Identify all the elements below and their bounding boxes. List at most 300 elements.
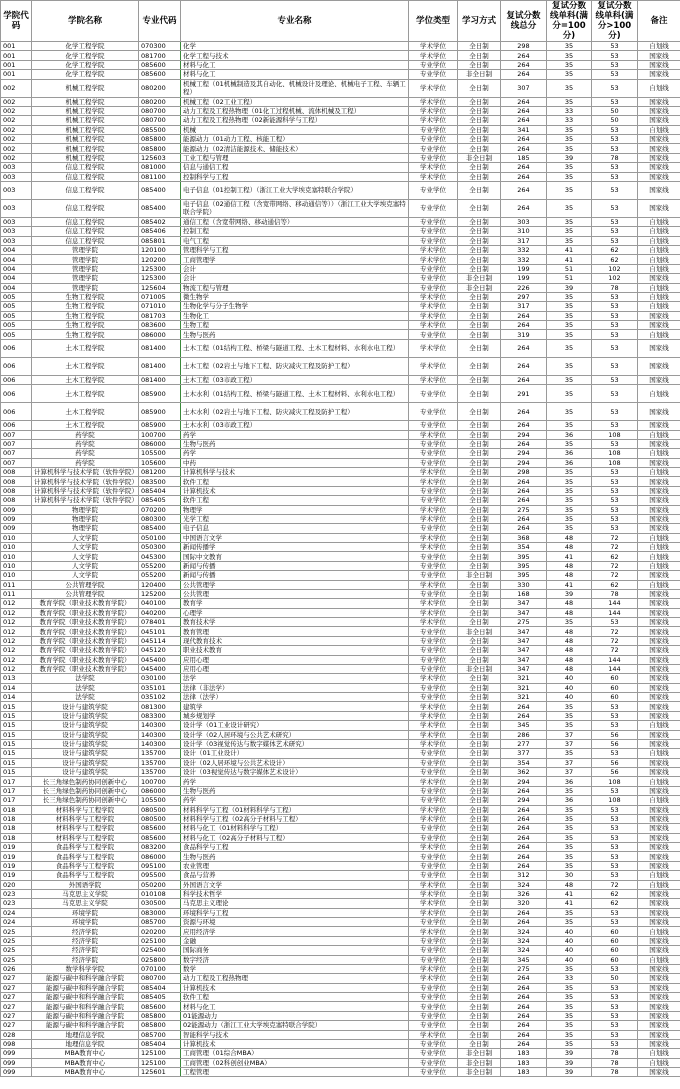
table-row (1, 42, 680, 51)
total-score-cell: 264 (501, 1039, 547, 1048)
major-code-cell: 080500 (139, 814, 181, 823)
major-code-cell: 055200 (139, 561, 181, 570)
college-name-cell: 地理信息学院 (32, 1039, 139, 1048)
degree-type-cell: 学术学位 (409, 106, 458, 115)
note-cell: 自划线 (638, 533, 680, 542)
college-code-cell: 027 (1, 1002, 32, 1011)
major-code-cell: 025100 (139, 936, 181, 945)
total-score-cell: 303 (501, 217, 547, 226)
study-mode-cell: 全日制 (458, 1021, 501, 1030)
college-name-cell: 食品科学与工程学院 (32, 861, 139, 870)
degree-type-cell: 专业学位 (409, 796, 458, 805)
college-code-cell: 019 (1, 861, 32, 870)
single-100-cell: 35 (547, 786, 592, 795)
single-100-cell: 35 (547, 477, 592, 486)
single-100-cell: 35 (547, 833, 592, 842)
major-name-cell: 02能源动力（浙江工业大学埃克塞特联合学院） (181, 1021, 409, 1030)
major-code-cell: 105500 (139, 796, 181, 805)
single-over100-cell: 78 (592, 1068, 638, 1077)
note-cell: 国家线 (638, 181, 680, 199)
total-score-cell: 264 (501, 116, 547, 125)
single-100-cell: 35 (547, 702, 592, 711)
single-100-cell: 51 (547, 264, 592, 273)
study-mode-cell: 全日制 (458, 955, 501, 964)
total-score-cell: 321 (501, 693, 547, 702)
note-cell: 国家线 (638, 403, 680, 421)
degree-type-cell: 专业学位 (409, 439, 458, 448)
single-over100-cell: 62 (592, 899, 638, 908)
major-name-cell: 外国语言文学 (181, 880, 409, 889)
college-name-cell: 生物工程学院 (32, 302, 139, 311)
single-100-cell: 39 (547, 1068, 592, 1077)
major-name-cell: 计算机技术 (181, 1039, 409, 1048)
college-code-cell: 027 (1, 1021, 32, 1030)
total-score-cell: 185 (501, 153, 547, 162)
single-over100-cell: 53 (592, 403, 638, 421)
college-code-cell: 002 (1, 144, 32, 153)
total-score-cell: 183 (501, 1049, 547, 1058)
college-name-cell: 食品科学与工程学院 (32, 843, 139, 852)
college-name-cell: 能源与碳中和科学融合学院 (32, 1002, 139, 1011)
college-name-cell: 马克思主义学院 (32, 899, 139, 908)
total-score-cell: 264 (501, 486, 547, 495)
total-score-cell: 317 (501, 236, 547, 245)
major-code-cell: 085600 (139, 70, 181, 79)
college-code-cell: 007 (1, 458, 32, 467)
total-score-cell: 275 (501, 505, 547, 514)
note-cell: 国家线 (638, 321, 680, 330)
college-code-cell: 028 (1, 1030, 32, 1039)
major-code-cell: 035102 (139, 693, 181, 702)
study-mode-cell: 全日制 (458, 730, 501, 739)
note-cell: 自划线 (638, 42, 680, 51)
major-name-cell: 新闻传播学 (181, 543, 409, 552)
single-100-cell: 35 (547, 843, 592, 852)
college-code-cell: 004 (1, 264, 32, 273)
study-mode-cell: 全日制 (458, 311, 501, 320)
degree-type-cell: 专业学位 (409, 693, 458, 702)
note-cell: 自划线 (638, 246, 680, 255)
college-name-cell: 马克思主义学院 (32, 889, 139, 898)
study-mode-cell: 全日制 (458, 302, 501, 311)
college-name-cell: MBA教育中心 (32, 1049, 139, 1058)
table-row (1, 861, 680, 870)
note-cell: 国家线 (638, 1039, 680, 1048)
college-name-cell: 生物工程学院 (32, 292, 139, 301)
total-score-cell: 183 (501, 1058, 547, 1067)
college-name-cell: 机械工程学院 (32, 135, 139, 144)
table-row (1, 571, 680, 580)
major-name-cell: 数字经济 (181, 955, 409, 964)
college-code-cell: 002 (1, 79, 32, 97)
single-100-cell: 48 (547, 561, 592, 570)
college-code-cell: 098 (1, 1039, 32, 1048)
table-row (1, 955, 680, 964)
total-score-cell: 326 (501, 889, 547, 898)
study-mode-cell: 全日制 (458, 1011, 501, 1020)
degree-type-cell: 学术学位 (409, 97, 458, 106)
study-mode-cell: 全日制 (458, 449, 501, 458)
study-mode-cell: 全日制 (458, 768, 501, 777)
degree-type-cell: 学术学位 (409, 618, 458, 627)
degree-type-cell: 学术学位 (409, 711, 458, 720)
note-cell: 国家线 (638, 711, 680, 720)
major-name-cell: 软件工程 (181, 993, 409, 1002)
single-over100-cell: 62 (592, 580, 638, 589)
total-score-cell: 275 (501, 618, 547, 627)
single-100-cell: 48 (547, 636, 592, 645)
single-100-cell: 35 (547, 861, 592, 870)
single-100-cell: 35 (547, 199, 592, 217)
study-mode-cell: 全日制 (458, 618, 501, 627)
note-cell: 自划线 (638, 468, 680, 477)
single-over100-cell: 62 (592, 255, 638, 264)
single-over100-cell: 78 (592, 283, 638, 292)
table-row (1, 106, 680, 115)
college-code-cell: 012 (1, 599, 32, 608)
total-score-cell: 294 (501, 777, 547, 786)
college-name-cell: 计算机科学与技术学院（软件学院） (32, 486, 139, 495)
major-code-cell: 083300 (139, 711, 181, 720)
single-over100-cell: 53 (592, 70, 638, 79)
major-code-cell: 081400 (139, 339, 181, 357)
single-over100-cell: 53 (592, 1030, 638, 1039)
degree-type-cell: 专业学位 (409, 236, 458, 245)
major-name-cell: 法律（非法学） (181, 683, 409, 692)
study-mode-cell: 全日制 (458, 330, 501, 339)
table-row (1, 505, 680, 514)
table-row (1, 375, 680, 384)
college-name-cell: 材料科学与工程学院 (32, 805, 139, 814)
degree-type-cell: 专业学位 (409, 833, 458, 842)
single-over100-cell: 53 (592, 964, 638, 973)
study-mode-cell: 全日制 (458, 246, 501, 255)
major-name-cell: 光学工程 (181, 514, 409, 523)
college-name-cell: 土木工程学院 (32, 403, 139, 421)
study-mode-cell: 全日制 (458, 843, 501, 852)
study-mode-cell: 全日制 (458, 824, 501, 833)
college-code-cell: 009 (1, 514, 32, 523)
single-over100-cell: 53 (592, 486, 638, 495)
study-mode-cell: 非全日制 (458, 1049, 501, 1058)
single-over100-cell: 53 (592, 330, 638, 339)
college-name-cell: 信息工程学院 (32, 172, 139, 181)
note-cell: 国家线 (638, 646, 680, 655)
major-name-cell: 物流工程与管理 (181, 283, 409, 292)
single-100-cell: 48 (547, 655, 592, 664)
degree-type-cell: 专业学位 (409, 274, 458, 283)
college-name-cell: 能源与碳中和科学融合学院 (32, 1011, 139, 1020)
table-row (1, 852, 680, 861)
major-name-cell: 教育管理 (181, 627, 409, 636)
table-row (1, 1058, 680, 1067)
study-mode-cell: 全日制 (458, 172, 501, 181)
total-score-cell: 347 (501, 655, 547, 664)
college-name-cell: 教育学院（职业技术教育学院） (32, 618, 139, 627)
degree-type-cell: 专业学位 (409, 458, 458, 467)
single-over100-cell: 78 (592, 153, 638, 162)
study-mode-cell: 全日制 (458, 514, 501, 523)
major-code-cell: 085600 (139, 60, 181, 69)
table-row (1, 768, 680, 777)
college-code-cell: 005 (1, 321, 32, 330)
single-over100-cell: 53 (592, 292, 638, 301)
total-score-cell: 264 (501, 1002, 547, 1011)
major-code-cell: 080200 (139, 79, 181, 97)
table-row (1, 421, 680, 430)
college-code-cell: 015 (1, 721, 32, 730)
total-score-cell: 347 (501, 636, 547, 645)
college-name-cell: 机械工程学院 (32, 106, 139, 115)
college-name-cell: 材料科学与工程学院 (32, 814, 139, 823)
college-code-cell: 015 (1, 739, 32, 748)
college-code-cell: 003 (1, 236, 32, 245)
study-mode-cell: 全日制 (458, 646, 501, 655)
college-name-cell: 食品科学与工程学院 (32, 852, 139, 861)
total-score-cell: 324 (501, 936, 547, 945)
college-code-cell: 099 (1, 1068, 32, 1077)
note-cell: 自划线 (638, 227, 680, 236)
degree-type-cell: 专业学位 (409, 571, 458, 580)
college-code-cell: 017 (1, 796, 32, 805)
major-name-cell: 教育学 (181, 599, 409, 608)
major-code-cell: 120200 (139, 255, 181, 264)
college-name-cell: 环境学院 (32, 908, 139, 917)
major-code-cell: 085700 (139, 1030, 181, 1039)
study-mode-cell: 全日制 (458, 264, 501, 273)
degree-type-cell: 学术学位 (409, 805, 458, 814)
single-100-cell: 35 (547, 97, 592, 106)
study-mode-cell: 全日制 (458, 486, 501, 495)
college-code-cell: 003 (1, 217, 32, 226)
college-name-cell: 经济学院 (32, 927, 139, 936)
college-code-cell: 004 (1, 246, 32, 255)
degree-type-cell: 专业学位 (409, 181, 458, 199)
college-code-cell: 002 (1, 116, 32, 125)
major-code-cell: 120400 (139, 580, 181, 589)
major-code-cell: 080500 (139, 805, 181, 814)
note-cell: 自划线 (638, 1049, 680, 1058)
single-100-cell: 33 (547, 974, 592, 983)
degree-type-cell: 学术学位 (409, 533, 458, 542)
college-name-cell: 机械工程学院 (32, 125, 139, 134)
degree-type-cell: 专业学位 (409, 627, 458, 636)
college-name-cell: 公共管理学院 (32, 589, 139, 598)
study-mode-cell: 全日制 (458, 1039, 501, 1048)
college-code-cell: 024 (1, 908, 32, 917)
note-cell: 自划线 (638, 552, 680, 561)
total-score-cell: 347 (501, 664, 547, 673)
major-code-cell: 085405 (139, 993, 181, 1002)
note-cell: 国家线 (638, 339, 680, 357)
college-code-cell: 012 (1, 646, 32, 655)
total-score-cell: 298 (501, 42, 547, 51)
college-code-cell: 023 (1, 899, 32, 908)
total-score-cell: 264 (501, 421, 547, 430)
study-mode-cell: 全日制 (458, 217, 501, 226)
degree-type-cell: 专业学位 (409, 496, 458, 505)
note-cell: 国家线 (638, 814, 680, 823)
degree-type-cell: 专业学位 (409, 936, 458, 945)
major-code-cell: 080700 (139, 106, 181, 115)
total-score-cell: 264 (501, 805, 547, 814)
college-code-cell: 027 (1, 1011, 32, 1020)
total-score-cell: 395 (501, 571, 547, 580)
note-cell: 国家线 (638, 505, 680, 514)
note-cell: 自划线 (638, 217, 680, 226)
study-mode-cell: 全日制 (458, 403, 501, 421)
major-code-cell: 080700 (139, 974, 181, 983)
major-name-cell: 材料与化工 (181, 1002, 409, 1011)
major-code-cell: 085400 (139, 199, 181, 217)
total-score-cell: 264 (501, 993, 547, 1002)
major-code-cell: 085405 (139, 496, 181, 505)
study-mode-cell: 全日制 (458, 79, 501, 97)
college-code-cell: 011 (1, 589, 32, 598)
table-row (1, 655, 680, 664)
single-over100-cell: 53 (592, 421, 638, 430)
degree-type-cell: 学术学位 (409, 311, 458, 320)
major-code-cell: 078401 (139, 618, 181, 627)
note-cell: 国家线 (638, 889, 680, 898)
major-name-cell: 材料与化工 (181, 60, 409, 69)
major-name-cell: 数学 (181, 964, 409, 973)
study-mode-cell: 全日制 (458, 543, 501, 552)
note-cell: 国家线 (638, 983, 680, 992)
note-cell: 国家线 (638, 163, 680, 172)
total-score-cell: 332 (501, 246, 547, 255)
major-name-cell: 计算机技术 (181, 486, 409, 495)
major-code-cell: 085406 (139, 227, 181, 236)
major-name-cell: 金融 (181, 936, 409, 945)
major-name-cell: 设计学（02人居环境与公共艺术研究） (181, 730, 409, 739)
single-over100-cell: 78 (592, 589, 638, 598)
table-row (1, 674, 680, 683)
college-code-cell: 007 (1, 439, 32, 448)
study-mode-cell: 全日制 (458, 993, 501, 1002)
college-name-cell: 人文学院 (32, 571, 139, 580)
college-name-cell: 能源与碳中和科学融合学院 (32, 974, 139, 983)
single-100-cell: 35 (547, 330, 592, 339)
major-name-cell: 中药 (181, 458, 409, 467)
single-100-cell: 35 (547, 993, 592, 1002)
major-name-cell: 控制工程 (181, 227, 409, 236)
single-over100-cell: 53 (592, 163, 638, 172)
study-mode-cell: 全日制 (458, 199, 501, 217)
college-name-cell: 土木工程学院 (32, 421, 139, 430)
major-name-cell: 软件工程 (181, 496, 409, 505)
table-row (1, 477, 680, 486)
major-name-cell: 公共管理学 (181, 580, 409, 589)
major-name-cell: 动力工程及工程热物理（02新能源科学与工程） (181, 116, 409, 125)
single-100-cell: 35 (547, 321, 592, 330)
degree-type-cell: 专业学位 (409, 385, 458, 403)
degree-type-cell: 学术学位 (409, 927, 458, 936)
single-over100-cell: 53 (592, 199, 638, 217)
college-code-cell: 024 (1, 918, 32, 927)
single-100-cell: 35 (547, 79, 592, 97)
table-row (1, 339, 680, 357)
table-row (1, 264, 680, 273)
degree-type-cell: 学术学位 (409, 477, 458, 486)
single-over100-cell: 53 (592, 339, 638, 357)
single-100-cell: 35 (547, 181, 592, 199)
single-over100-cell: 53 (592, 908, 638, 917)
college-code-cell: 003 (1, 227, 32, 236)
total-score-cell: 264 (501, 163, 547, 172)
single-100-cell: 35 (547, 125, 592, 134)
single-over100-cell: 53 (592, 181, 638, 199)
note-cell: 国家线 (638, 421, 680, 430)
single-over100-cell: 60 (592, 946, 638, 955)
college-name-cell: 药学院 (32, 439, 139, 448)
total-score-cell: 264 (501, 524, 547, 533)
college-code-cell: 026 (1, 964, 32, 973)
table-row (1, 805, 680, 814)
note-cell: 国家线 (638, 918, 680, 927)
college-code-cell: 008 (1, 477, 32, 486)
study-mode-cell: 全日制 (458, 42, 501, 51)
note-cell: 国家线 (638, 730, 680, 739)
study-mode-cell: 全日制 (458, 749, 501, 758)
single-100-cell: 39 (547, 589, 592, 598)
header-single-over100: 复试分数线单科(满分>100分) (592, 1, 638, 42)
major-code-cell: 125300 (139, 264, 181, 273)
study-mode-cell: 非全日制 (458, 1058, 501, 1067)
header-college-code: 学院代码 (1, 1, 32, 42)
college-name-cell: 环境学院 (32, 918, 139, 927)
major-code-cell: 086000 (139, 439, 181, 448)
table-row (1, 918, 680, 927)
major-name-cell: 材料与化工 (181, 70, 409, 79)
major-name-cell: 电子信息（02通信工程（含宽带网络、移动通信等））（浙江工业大学埃克塞特联合学院） (181, 199, 409, 217)
table-row (1, 236, 680, 245)
single-over100-cell: 108 (592, 430, 638, 439)
total-score-cell: 324 (501, 927, 547, 936)
college-name-cell: MBA教育中心 (32, 1068, 139, 1077)
table-body (1, 42, 680, 1077)
table-row (1, 153, 680, 162)
college-name-cell: 长三角绿色制药协同创新中心 (32, 786, 139, 795)
college-code-cell: 006 (1, 421, 32, 430)
single-over100-cell: 102 (592, 274, 638, 283)
major-code-cell: 085404 (139, 486, 181, 495)
degree-type-cell: 学术学位 (409, 908, 458, 917)
note-cell: 自划线 (638, 385, 680, 403)
note-cell: 自划线 (638, 1058, 680, 1067)
note-cell: 国家线 (638, 936, 680, 945)
major-name-cell: 生物与医药 (181, 439, 409, 448)
note-cell: 国家线 (638, 758, 680, 767)
major-name-cell: 信息与通信工程 (181, 163, 409, 172)
major-code-cell: 081100 (139, 172, 181, 181)
single-100-cell: 40 (547, 693, 592, 702)
major-code-cell: 083600 (139, 321, 181, 330)
college-code-cell: 003 (1, 181, 32, 199)
total-score-cell: 321 (501, 674, 547, 683)
note-cell: 国家线 (638, 899, 680, 908)
degree-type-cell: 专业学位 (409, 227, 458, 236)
degree-type-cell: 专业学位 (409, 70, 458, 79)
note-cell: 国家线 (638, 608, 680, 617)
college-code-cell: 014 (1, 683, 32, 692)
table-row (1, 833, 680, 842)
single-over100-cell: 53 (592, 477, 638, 486)
college-name-cell: 经济学院 (32, 936, 139, 945)
single-100-cell: 39 (547, 1058, 592, 1067)
degree-type-cell: 专业学位 (409, 946, 458, 955)
single-over100-cell: 53 (592, 172, 638, 181)
